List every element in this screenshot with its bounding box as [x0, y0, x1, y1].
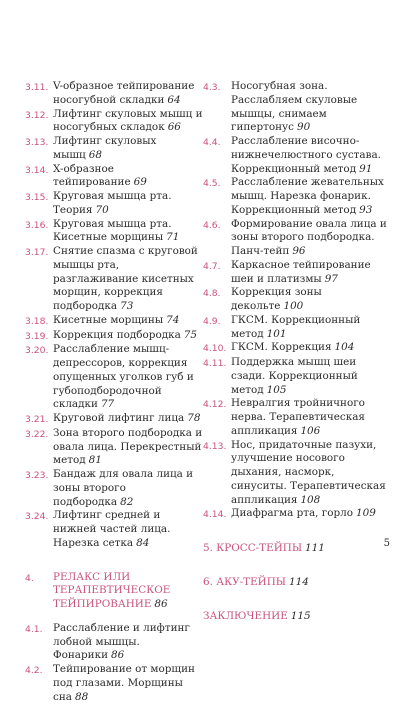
- toc-entry[interactable]: [203, 397, 389, 438]
- toc-entry-title: Зона второго подбородка и овала лица. Перекрестный метод: [53, 426, 203, 467]
- toc-entry[interactable]: [25, 663, 203, 704]
- toc-entry-number: 3.17.: [25, 247, 49, 258]
- toc-entry-title: Тейпирование от морщин под глазами. Морщины сна: [53, 663, 195, 703]
- toc-entry-title: ГКСМ. Коррекция: [231, 341, 332, 354]
- toc-entry-page: 84: [136, 536, 150, 549]
- toc-entry-title: Поддержка мышц шеи сзади. Коррекционный метод: [231, 356, 358, 396]
- toc-section[interactable]: [203, 542, 389, 556]
- toc-entry-page: 81: [88, 454, 102, 467]
- toc-entry[interactable]: [203, 176, 389, 217]
- toc-entry-number: 4.10.: [203, 343, 227, 355]
- toc-entry-page: 106: [300, 424, 321, 437]
- toc-entry[interactable]: [25, 314, 203, 329]
- toc-entry-number: 3.13.: [25, 137, 49, 148]
- toc-entry-number: 3.19.: [25, 330, 49, 342]
- toc-entry-page: 64: [167, 93, 181, 106]
- toc-entry[interactable]: [25, 245, 203, 314]
- toc-entry[interactable]: [25, 468, 203, 509]
- toc-entry-title: Невралгия тройничного нерва. Терапевтическая аппликация: [231, 397, 365, 437]
- toc-entry[interactable]: [203, 80, 389, 135]
- toc-entry-page: 108: [300, 493, 321, 506]
- toc-entry[interactable]: [203, 218, 389, 259]
- toc-entry[interactable]: [203, 135, 389, 176]
- toc-entry[interactable]: [25, 80, 203, 108]
- toc-entry-number: 3.12.: [25, 109, 49, 121]
- toc-entry-number: 4.11.: [203, 358, 227, 369]
- toc-entry[interactable]: [25, 190, 203, 218]
- toc-entry-number: 3.21.: [25, 414, 49, 425]
- toc-entry[interactable]: [25, 622, 203, 663]
- toc-entry-number: 4.2.: [25, 665, 43, 676]
- toc-left-column: [25, 80, 203, 704]
- toc-entry-number: 4.6.: [203, 219, 221, 231]
- toc-section[interactable]: [203, 610, 389, 624]
- toc-entry-title: Расслабление мышц-депрессоров, коррекция опущенных уголков губ и губоподбородочной складки: [53, 343, 194, 411]
- toc-entry-number: 4.4.: [203, 137, 221, 148]
- toc-entry-title: Формирование овала лица и зоны второго подбородка. Панч-тейп: [231, 217, 387, 257]
- toc-entry-page: 77: [100, 398, 115, 411]
- toc-entry-page: 101: [266, 327, 287, 340]
- toc-section-title: 6. АКУ-ТЕЙПЫ: [203, 575, 287, 588]
- toc-entry-title: Лифтинг скуловых мышц и носогубных складок: [53, 107, 203, 134]
- toc-entry[interactable]: [25, 218, 203, 246]
- toc-section-page: 86: [154, 598, 168, 610]
- toc-entry-title: X-образное тейпирование: [53, 162, 131, 189]
- toc-entry-page: 70: [95, 203, 109, 216]
- toc-entry-title: Нос, придаточные пазухи, улучшение носового дыхания, насморк, синуситы. Терапевтическая аппликация: [231, 438, 386, 506]
- toc-entry-number: 3.18.: [25, 315, 49, 327]
- toc-entry-title: Расслабление височно-нижнечелюстного сустава. Коррекционный метод: [231, 135, 381, 175]
- toc-entry-number: 4.8.: [203, 288, 221, 300]
- toc-entry[interactable]: [203, 314, 389, 342]
- toc-entry-page: 73: [120, 300, 134, 312]
- toc-entry-title: Кисетные морщины: [53, 313, 164, 326]
- toc-entry-title: Лифтинг скуловых мышц: [53, 135, 157, 161]
- toc-entry-page: 100: [283, 300, 304, 312]
- toc-entry[interactable]: [25, 108, 203, 136]
- toc-entry-page: 66: [167, 121, 181, 134]
- toc-entry-page: 109: [355, 507, 376, 520]
- toc-entry-title: Носогубная зона. Расслабляем скуловые мышцы, снимаем гипертонус: [231, 80, 358, 134]
- toc-section-4[interactable]: [25, 571, 203, 612]
- toc-entry-number: 3.15.: [25, 192, 49, 203]
- toc-section-title: ЗАКЛЮЧЕНИЕ: [203, 609, 288, 622]
- toc-entry-page: 82: [120, 495, 134, 508]
- toc-entry-number: 4.1.: [25, 623, 43, 635]
- toc-entry-number: 4.14.: [203, 509, 227, 521]
- toc-entry-page: 90: [296, 121, 311, 134]
- toc-section-title: 5. КРОСС-ТЕЙПЫ: [203, 542, 303, 554]
- toc-entry-number: 4.9.: [203, 315, 221, 327]
- toc-entry[interactable]: [203, 341, 389, 356]
- toc-entry-page: 105: [266, 383, 287, 396]
- toc-section-page: 114: [289, 575, 309, 588]
- toc-section-page: 115: [290, 609, 311, 622]
- toc-entry-title: Коррекция подбородка: [53, 328, 181, 341]
- toc-entry-number: 3.20.: [25, 345, 49, 357]
- toc-entry-page: 93: [359, 203, 373, 216]
- toc-entry[interactable]: [25, 412, 203, 427]
- toc-entry[interactable]: [25, 427, 203, 468]
- toc-entry[interactable]: [25, 329, 203, 344]
- toc-entry-page: 68: [88, 148, 102, 161]
- toc-section[interactable]: [203, 576, 389, 590]
- toc-entry-title: Каркасное тейпирование шеи и платизмы: [231, 258, 371, 285]
- toc-section-title: РЕЛАКС ИЛИ ТЕРАПЕВТИЧЕСКОЕ ТЕЙПИРОВАНИЕ: [53, 570, 171, 610]
- toc-entry-title: Круговая мышца рта. Кисетные морщины: [53, 217, 172, 244]
- toc-entry-page: 69: [133, 176, 147, 189]
- toc-entry[interactable]: [25, 163, 203, 191]
- toc-entry-page: 96: [292, 245, 306, 257]
- toc-entry-title: Круговой лифтинг лица: [53, 412, 185, 424]
- toc-entry-page: 88: [74, 690, 89, 703]
- toc-entry-page: 97: [324, 272, 338, 285]
- toc-entry-title: V-образное тейпирование носогубной складки: [53, 80, 195, 106]
- toc-entry-title: ГКСМ. Коррекционный метод: [231, 313, 361, 340]
- toc-entry[interactable]: [203, 356, 389, 397]
- toc-entry-number: 4.7.: [203, 260, 221, 272]
- toc-section-page: 111: [305, 542, 325, 554]
- toc-entry[interactable]: [25, 135, 203, 163]
- toc-entry-number: 4.3.: [203, 82, 221, 93]
- toc-entry-title: Снятие спазма с круговой мышцы рта, разглаживание кисетных морщин, коррекция подбородка: [53, 245, 198, 312]
- toc-entry[interactable]: [203, 507, 389, 522]
- toc-entry-number: 4.12.: [203, 399, 227, 411]
- toc-entry-page: 74: [166, 313, 180, 326]
- toc-entry-number: 3.23.: [25, 470, 49, 481]
- toc-entry-title: Лифтинг средней и нижней частей лица. Нарезка сетка: [53, 509, 171, 549]
- toc-entry-number: 3.11.: [25, 82, 49, 93]
- toc-entry-number: 4.5.: [203, 178, 221, 190]
- toc-entry-page: 71: [166, 231, 180, 244]
- toc-entry[interactable]: [203, 286, 389, 314]
- toc-right-column: [203, 80, 389, 643]
- toc-entry-page: 75: [183, 328, 198, 341]
- toc-entry-title: Расслабление и лифтинг лобной мышцы. Фонарики: [53, 621, 190, 662]
- toc-entry[interactable]: [25, 343, 203, 412]
- toc-entry-title: Коррекция зоны декольте: [231, 286, 322, 312]
- toc-entry-page: 86: [111, 649, 125, 662]
- toc-entry-title: Диафрагма рта, горло: [231, 507, 353, 520]
- toc-section-number: 4.: [25, 572, 34, 584]
- toc-entry-page: 91: [359, 162, 373, 175]
- toc-entry[interactable]: [203, 259, 389, 287]
- page-number: 5: [383, 538, 390, 549]
- toc-entry-title: Бандаж для овала лица и зоны второго подбородка: [53, 468, 194, 508]
- toc-entry-page: 78: [187, 412, 201, 424]
- toc-entry-number: 3.16.: [25, 219, 49, 231]
- toc-entry-number: 3.22.: [25, 428, 49, 440]
- toc-entry-number: 4.13.: [203, 440, 227, 452]
- toc-entry[interactable]: [203, 439, 389, 508]
- toc-entry-title: Расслабление жевательных мышц. Нарезка фонарик. Коррекционный метод: [231, 176, 384, 216]
- toc-entry-title: Круговая мышца рта. Теория: [53, 190, 172, 216]
- toc-entry-number: 3.24.: [25, 511, 49, 523]
- toc-entry-page: 104: [334, 341, 355, 354]
- toc-entry[interactable]: [25, 509, 203, 550]
- toc-entry-number: 3.14.: [25, 164, 49, 176]
